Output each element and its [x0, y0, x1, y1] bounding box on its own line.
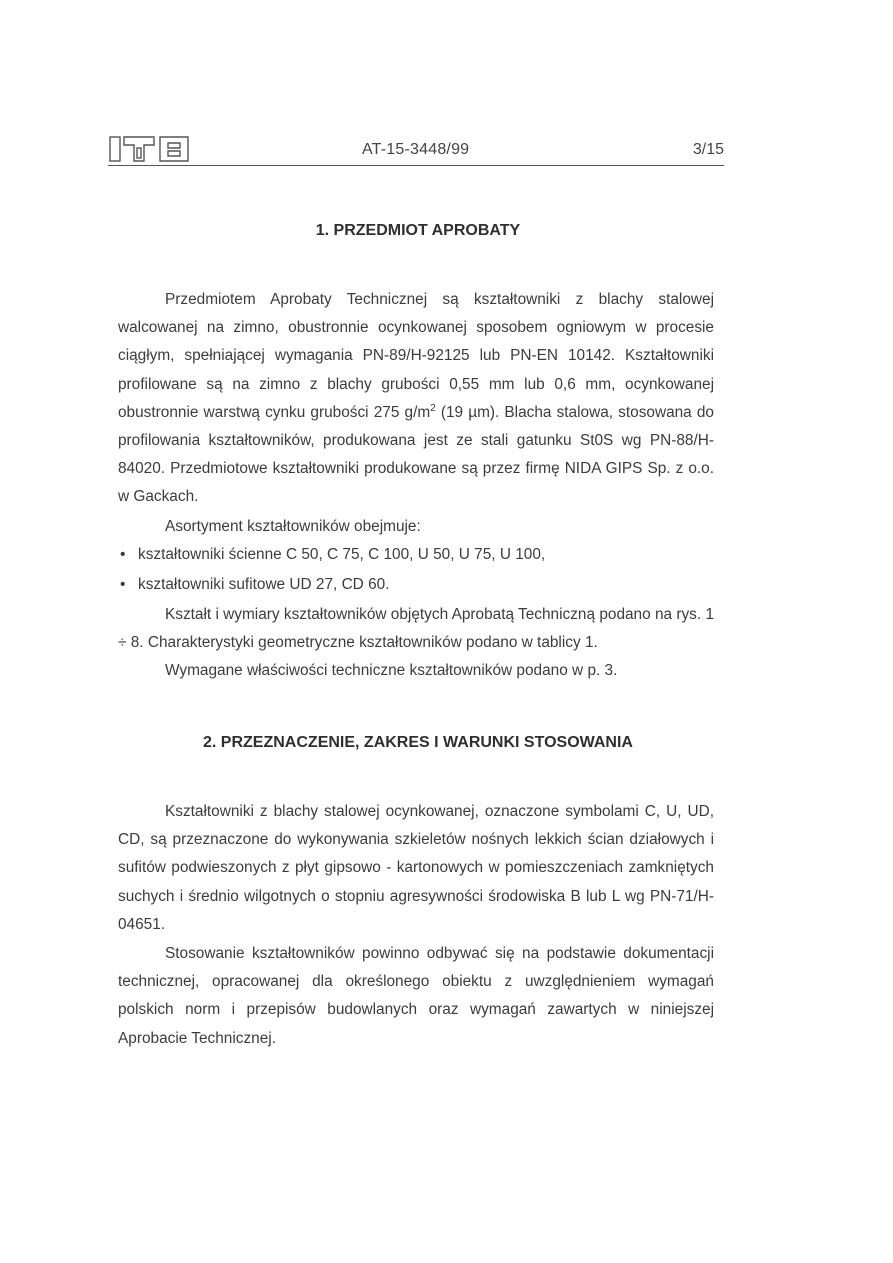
- bullet-text: kształtowniki sufitowe UD 27, CD 60.: [138, 576, 390, 593]
- para1-superscript: 2: [430, 402, 436, 414]
- assortment-intro: Asortyment kształtowników obejmuje:: [165, 518, 421, 535]
- bullet-text: kształtowniki ścienne C 50, C 75, C 100, U 50, U 75, U 100,: [138, 546, 546, 563]
- section-2-paragraph-1: Kształtowniki z blachy stalowej ocynkowanej, oznaczone symbolami C, U, UD, CD, są przeznaczone do wykonywania szkieletów nośnych lekkich ścian działowych i sufitów podwieszonych z płyt gipsowo - kartonowych w pomieszczeniach zamkniętych suchych i średnio wilgotnych o stopniu agresywności środowiska B lub L wg PN-71/H-04651.: [118, 803, 714, 933]
- para1-text-b: (19 µm). Blacha stalowa, stosowana do profilowania kształtowników, produkowana jest ze stali gatunku St0S wg PN-88/H-84020. Przedmiotowe kształtowniki produkowane są przez firmę NIDA GIPS Sp. z o.o. w Gackach.: [118, 403, 714, 506]
- page-header: [108, 134, 724, 164]
- document-code: AT-15-3448/99: [362, 141, 470, 158]
- bullet-icon: •: [120, 576, 126, 593]
- section-1-title: 1. PRZEDMIOT APROBATY: [315, 222, 521, 239]
- properties-line: Wymagane właściwości techniczne kształtowników podano w p. 3.: [165, 662, 618, 679]
- section-1-shape-paragraph: Kształt i wymiary kształtowników objętych Aprobatą Techniczną podano na rys. 1 ÷ 8. Charakterystyki geometryczne kształtowników podano w tablicy 1.: [118, 606, 714, 652]
- bullet-icon: •: [120, 546, 126, 563]
- section-2-title: 2. PRZEZNACZENIE, ZAKRES I WARUNKI STOSOWANIA: [203, 734, 633, 751]
- list-item: [120, 546, 545, 564]
- list-item: [120, 576, 389, 594]
- header-divider: [108, 165, 724, 166]
- page-number: 3/15: [692, 141, 724, 158]
- section-1-paragraph-1: [118, 286, 714, 512]
- itb-logo: [108, 135, 192, 168]
- section-2-paragraph-2: Stosowanie kształtowników powinno odbywać się na podstawie dokumentacji technicznej, opracowanej dla określonego obiektu z uwzględnieniem wymagań polskich norm i przepisów budowlanych oraz wymagań zawartych w niniejszej Aprobacie Technicznej.: [118, 945, 714, 1047]
- para1-text-a: Przedmiotem Aprobaty Technicznej są kształtowniki z blachy stalowej walcowanej na zimno, obustronnie ocynkowanej sposobem ogniowym w procesie ciągłym, spełniającej wymagania PN-89/H-92125 lub PN-EN 10142. Kształtowniki profilowane są na zimno z blachy grubości 0,55 mm lub 0,6 mm, ocynkowanej obustronnie warstwą cynku grubości 275 g/m: [118, 291, 714, 421]
